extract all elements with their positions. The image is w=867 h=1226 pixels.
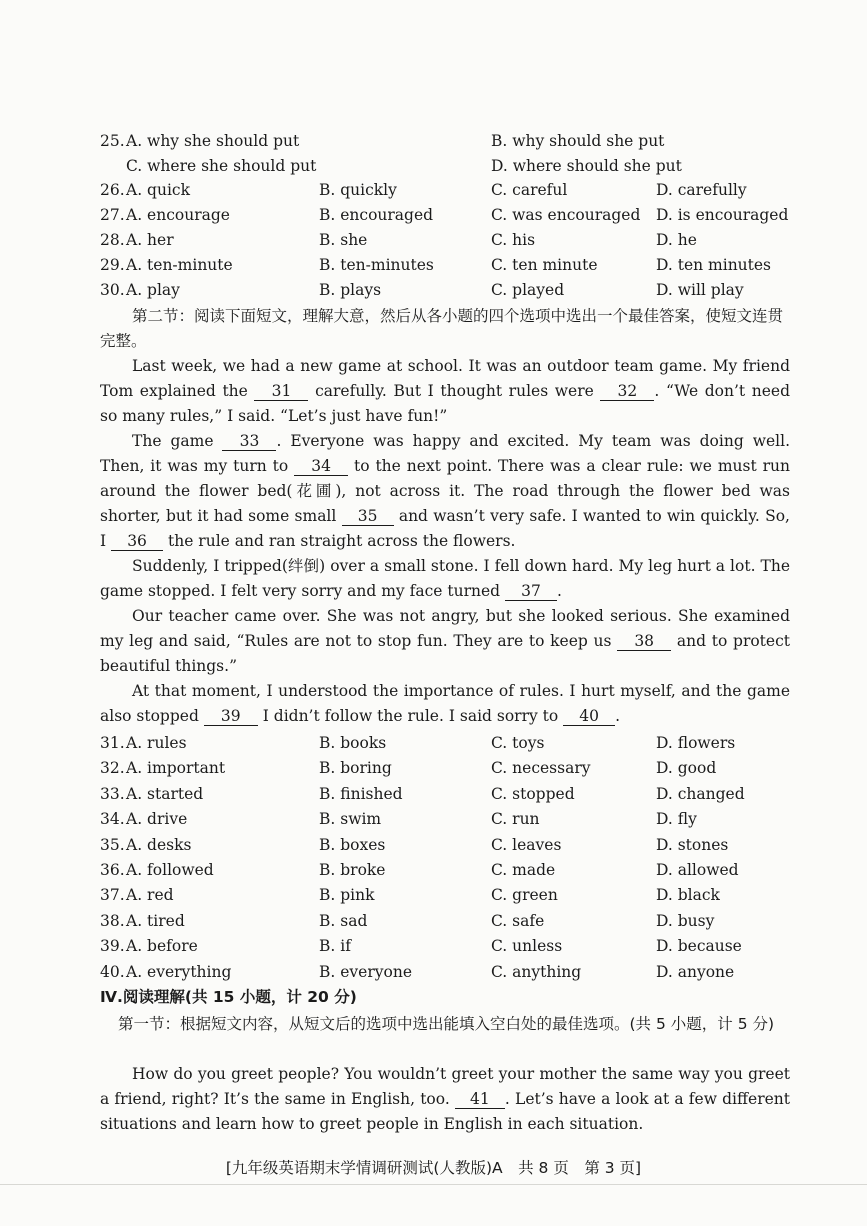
- option-b: B. swim: [319, 810, 382, 829]
- option-a: A. red: [126, 886, 174, 905]
- option-d: D. black: [656, 886, 720, 905]
- option-a: A. everything: [126, 962, 232, 981]
- option-d: D. anyone: [656, 962, 735, 981]
- question-number: 26.: [100, 181, 125, 199]
- option-d: D. is encouraged: [656, 206, 789, 224]
- option-d: D. carefully: [656, 181, 747, 199]
- option-c: C. run: [491, 810, 540, 829]
- option-c: C. toys: [491, 734, 545, 752]
- passage-paragraph-4: [100, 604, 790, 679]
- blank-36: 36: [111, 532, 163, 551]
- text: and to protect beautiful things.”: [100, 632, 790, 675]
- reading-passage: [100, 1062, 790, 1137]
- option-b: B. pink: [319, 886, 375, 905]
- text: Our teacher came over. She was not angry, but she looked serious. She examined my leg and said, “Rules are not to stop fun. They are to keep us: [100, 607, 790, 650]
- option-a: A. encourage: [126, 206, 230, 224]
- option-c: C. his: [491, 231, 536, 249]
- blank-32: 32: [600, 382, 654, 401]
- option-d: D. where should she put: [491, 157, 682, 175]
- passage-paragraph-3: [100, 554, 790, 604]
- footer-divider: [0, 1184, 867, 1185]
- option-b: B. boxes: [319, 835, 386, 854]
- option-a: A. followed: [126, 861, 214, 879]
- option-d: D. ten minutes: [656, 256, 772, 274]
- option-d: D. stones: [656, 835, 729, 854]
- cloze-passage: [100, 354, 790, 729]
- section-2-instruction: 第二节：阅读下面短文，理解大意，然后从各小题的四个选项中选出一个最佳答案，使短文连贯完整。: [100, 307, 784, 350]
- page-footer: [九年级英语期末学情调研测试(人教版)A 共 8 页 第 3 页]: [225, 1159, 642, 1177]
- option-c: C. safe: [491, 911, 545, 930]
- text: How do you greet people? You wouldn’t greet your mother the same way you greet a friend, right? It’s the same in English, too.: [100, 1065, 790, 1108]
- blank-38: 38: [617, 632, 671, 651]
- question-number: 39.: [100, 937, 125, 956]
- option-d: D. busy: [656, 911, 715, 930]
- part-4-title: Ⅳ.阅读理解(共 15 小题，计 20 分): [100, 988, 357, 1006]
- option-b: B. boring: [319, 759, 392, 778]
- question-number: 30.: [100, 281, 125, 299]
- question-number: 31.: [100, 734, 125, 752]
- option-c: C. where she should put: [126, 157, 317, 175]
- blank-37: 37: [505, 582, 557, 601]
- text: . “We don’t need so many rules,” I said. “Let’s just have fun!”: [100, 382, 791, 425]
- option-a: A. play: [126, 281, 180, 299]
- option-c: C. unless: [491, 937, 563, 956]
- option-b: B. if: [319, 937, 351, 956]
- option-b: B. books: [319, 734, 387, 752]
- text: Suddenly, I tripped(绊倒) over a small stone. I fell down hard. My leg hurt a lot. The game stopped. I felt very sorry and my face turned: [100, 557, 790, 600]
- option-c: C. made: [491, 861, 556, 879]
- text: The game: [132, 432, 223, 450]
- option-b: B. encouraged: [319, 206, 434, 224]
- option-d: D. good: [656, 759, 717, 778]
- blank-34: 34: [294, 457, 348, 476]
- question-number: 33.: [100, 784, 125, 803]
- part-4-section-1-instruction: 第一节：根据短文内容，从短文后的选项中选出能填入空白处的最佳选项。(共 5 小题，计 5 分): [118, 1015, 775, 1033]
- option-a: A. desks: [126, 835, 192, 854]
- option-d: D. allowed: [656, 861, 739, 879]
- option-c: C. was encouraged: [491, 206, 641, 224]
- option-b: B. quickly: [319, 181, 397, 199]
- text: . Everyone was happy and excited. My team was doing well. Then, it was my turn to: [100, 432, 790, 475]
- option-b: B. everyone: [319, 962, 412, 981]
- option-a: A. why she should put: [126, 132, 300, 150]
- question-number: 40.: [100, 962, 125, 981]
- question-number: 28.: [100, 231, 125, 249]
- question-number: 32.: [100, 759, 125, 778]
- option-c: C. necessary: [491, 759, 591, 778]
- option-d: D. flowers: [656, 734, 736, 752]
- question-number: 34.: [100, 810, 125, 829]
- option-c: C. leaves: [491, 835, 562, 854]
- text: At that moment, I understood the importance of rules. I hurt myself, and the game also stopped: [100, 682, 790, 725]
- blank-33: 33: [222, 432, 276, 451]
- option-b: B. why should she put: [491, 132, 665, 150]
- option-d: D. will play: [656, 281, 744, 299]
- option-c: C. ten minute: [491, 256, 598, 274]
- option-b: B. finished: [319, 784, 403, 803]
- reading-paragraph-1: [100, 1062, 790, 1137]
- option-d: D. fly: [656, 810, 697, 829]
- text: the rule and ran straight across the flowers.: [163, 532, 516, 550]
- text: I didn’t follow the rule. I said sorry to: [257, 707, 564, 725]
- question-number: 27.: [100, 206, 125, 224]
- option-d: D. changed: [656, 784, 745, 803]
- question-number: 37.: [100, 886, 125, 905]
- option-c: C. played: [491, 281, 565, 299]
- option-a: A. started: [126, 784, 204, 803]
- option-b: B. she: [319, 231, 368, 249]
- option-b: B. plays: [319, 281, 382, 299]
- option-b: B. ten-minutes: [319, 256, 434, 274]
- blank-40: 40: [563, 707, 615, 726]
- option-d: D. he: [656, 231, 697, 249]
- option-a: A. important: [126, 759, 226, 778]
- option-a: A. before: [126, 937, 198, 956]
- question-number: 38.: [100, 911, 125, 930]
- blank-35: 35: [342, 507, 394, 526]
- option-c: C. anything: [491, 962, 582, 981]
- question-number: 29.: [100, 256, 125, 274]
- option-a: A. rules: [126, 734, 187, 752]
- option-c: C. stopped: [491, 784, 575, 803]
- option-b: B. broke: [319, 861, 386, 879]
- passage-paragraph-2: [100, 429, 790, 554]
- passage-paragraph-5: [100, 679, 790, 729]
- blank-39: 39: [204, 707, 258, 726]
- option-b: B. sad: [319, 911, 368, 930]
- question-number: 35.: [100, 835, 125, 854]
- option-a: A. quick: [126, 181, 190, 199]
- text: . Let’s have a look at a few different situations and learn how to greet people in English in each situation.: [100, 1090, 790, 1133]
- option-d: D. because: [656, 937, 742, 956]
- text: .: [557, 582, 562, 600]
- question-number: 36.: [100, 861, 125, 879]
- text: to the next point. There was a clear rule: we must run around the flower bed(花圃), not across it. The road through the flower bed was shorter, but it had some small: [100, 457, 790, 525]
- passage-paragraph-1: [100, 354, 790, 429]
- option-a: A. ten-minute: [126, 256, 233, 274]
- option-a: A. drive: [126, 810, 188, 829]
- option-c: C. green: [491, 886, 558, 905]
- text: and wasn’t very safe. I wanted to win quickly. So, I: [100, 507, 790, 550]
- option-c: C. careful: [491, 181, 568, 199]
- blank-31: 31: [254, 382, 308, 401]
- blank-41: 41: [455, 1090, 505, 1109]
- option-a: A. tired: [126, 911, 185, 930]
- option-a: A. her: [126, 231, 174, 249]
- text: carefully. But I thought rules were: [308, 382, 601, 400]
- question-number: 25.: [100, 132, 125, 150]
- text: Last week, we had a new game at school. It was an outdoor team game. My friend Tom explained the: [100, 357, 790, 400]
- text: .: [615, 707, 621, 725]
